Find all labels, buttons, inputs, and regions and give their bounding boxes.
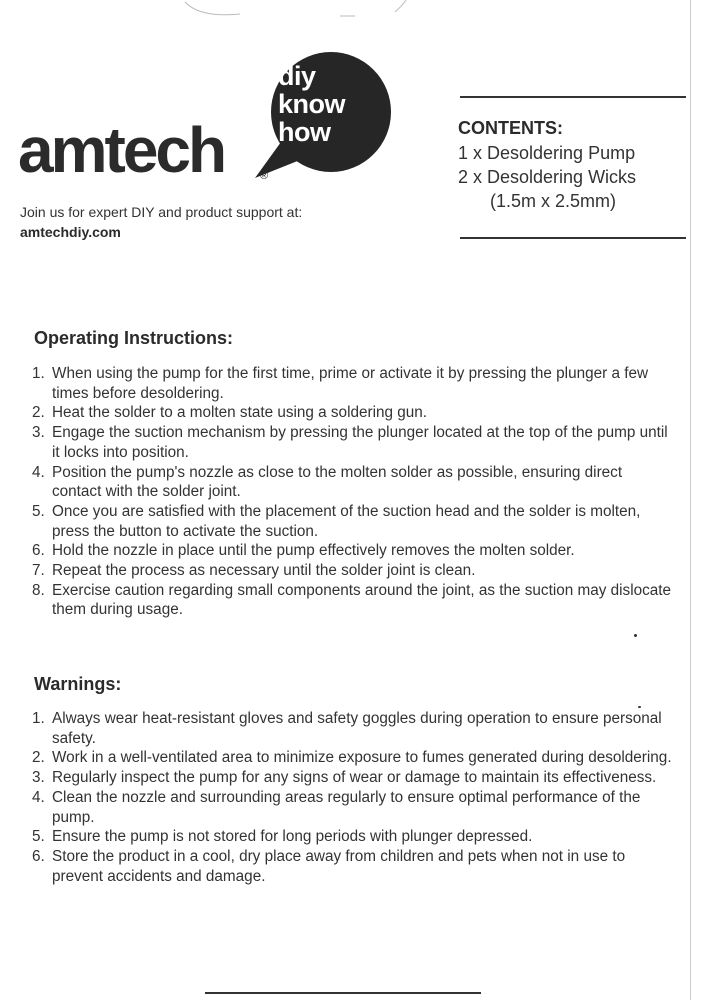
amtech-wordmark: amtech (18, 114, 225, 186)
list-item: 3. Regularly inspect the pump for any signs of wear or damage to maintain its effectiveness. (32, 769, 657, 787)
bubble-line: diy (278, 61, 316, 91)
list-item: 4. Clean the nozzle and surrounding areas regularly to ensure optimal performance of the pump. (32, 788, 641, 826)
registered-mark: ® (260, 170, 269, 182)
list-item: 5. Once you are satisfied with the placement of the suction head and the solder is molten, press the button to activate the suction. (32, 502, 641, 540)
diy-know-how-text (278, 62, 378, 146)
warnings-list (32, 709, 672, 886)
amtech-logo (18, 50, 388, 200)
support-text: Join us for expert DIY and product support at: (20, 204, 303, 220)
contents-bottom-rule (460, 237, 686, 239)
contents-title: CONTENTS: (458, 118, 563, 138)
contents-top-rule (460, 96, 686, 98)
list-item: 3. Engage the suction mechanism by pressing the plunger located at the top of the pump until it locks into position. (32, 424, 668, 461)
scan-speck (634, 634, 637, 637)
website-link[interactable]: amtechdiy.com (20, 224, 121, 240)
scan-artifact-icon (180, 0, 410, 22)
list-item: 1. When using the pump for the first time, prime or activate it by pressing the plunger a few times before desoldering. (32, 365, 649, 402)
bottom-rule (205, 992, 481, 994)
warnings-heading: Warnings: (34, 674, 122, 694)
list-item: 1. Always wear heat-resistant gloves and safety goggles during operation to ensure personal safety. (32, 710, 662, 747)
operating-instructions-heading: Operating Instructions: (34, 328, 234, 348)
bubble-line: know (278, 89, 346, 119)
list-item: 4. Position the pump's nozzle as close to the molten solder as possible, ensuring direct contact with the solder joint. (32, 463, 623, 501)
list-item: 8. Exercise caution regarding small components around the joint, as the suction may dislocate them during usage. (32, 581, 672, 619)
list-item: 2. Work in a well-ventilated area to minimize exposure to fumes generated during desoldering. (32, 749, 672, 767)
bubble-line: how (278, 117, 331, 147)
list-item: 5. Ensure the pump is not stored for long periods with plunger depressed. (32, 828, 533, 846)
contents-line: 2 x Desoldering Wicks (458, 167, 637, 187)
list-item: 6. Store the product in a cool, dry place away from children and pets when not in use to prevent accidents and damage. (32, 847, 626, 885)
contents-line: 1 x Desoldering Pump (458, 143, 636, 163)
scan-speck (638, 706, 641, 708)
list-item: 6. Hold the nozzle in place until the pump effectively removes the molten solder. (32, 542, 575, 560)
list-item: 2. Heat the solder to a molten state using a soldering gun. (32, 404, 428, 422)
page-edge-divider (690, 0, 691, 1000)
contents-box (458, 118, 688, 213)
list-item: 7. Repeat the process as necessary until the solder joint is clean. (32, 562, 476, 580)
operating-instructions-list (32, 364, 672, 620)
contents-line: (1.5m x 2.5mm) (490, 191, 617, 211)
